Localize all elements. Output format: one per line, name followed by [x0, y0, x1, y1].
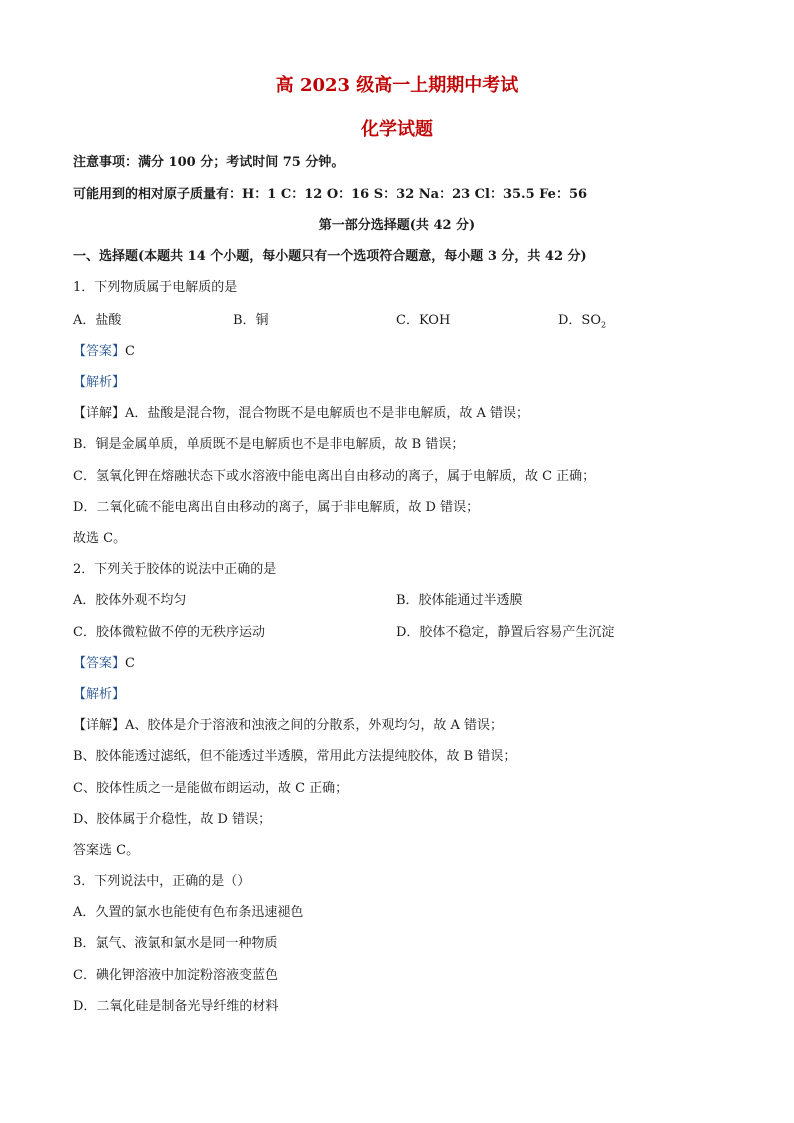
exam-title: 高 2023 级高一上期期中考试: [275, 75, 519, 96]
q2-option-b: B．胶体能通过半透膜: [396, 593, 523, 608]
q2-detail-d: D、胶体属于介稳性，故 D 错误；: [73, 812, 272, 827]
q2-option-a: A．胶体外观不均匀: [73, 593, 187, 608]
q1-option-d-subscript: 2: [601, 320, 607, 330]
q3-option-d: D．二氧化硅是制备光导纤维的材料: [73, 999, 279, 1014]
q1-answer: [73, 340, 135, 359]
q1-detail-d: D．二氧化硫不能电离出自由移动的离子，属于非电解质，故 D 错误；: [73, 500, 480, 515]
q1-stem: 1．下列物质属于电解质的是: [73, 280, 238, 295]
answer-label: 【答案】: [73, 344, 126, 359]
section-heading: 一、选择题(本题共 14 个小题，每小题只有一个选项符合题意，每小题 3 分，共 42 分): [73, 249, 587, 264]
q1-answer-value: C: [125, 344, 135, 359]
part-title: 第一部分选择题(共 42 分): [318, 218, 476, 233]
q2-stem: 2．下列关于胶体的说法中正确的是: [73, 562, 277, 577]
detail-label: 【详解】: [73, 406, 126, 421]
q1-option-b: B．铜: [233, 313, 269, 328]
q2-detail-c: C、胶体性质之一是能做布朗运动，故 C 正确；: [73, 781, 349, 796]
notes-line: 注意事项：满分 100 分；考试时间 75 分钟。: [73, 155, 345, 170]
q1-detail-c: C．氢氧化钾在熔融状态下或水溶液中能电离出自由移动的离子，属于电解质，故 C 正确；: [73, 469, 596, 484]
q2-detail-a: [73, 714, 503, 733]
q3-option-a: A．久置的氯水也能使有色布条迅速褪色: [73, 905, 304, 920]
q3-stem: 3．下列说法中，正确的是（）: [73, 874, 251, 889]
atomic-mass-line: 可能用到的相对原子质量有：H：1 C：12 O：16 S：32 Na：23 Cl：35.5 Fe：56: [73, 187, 588, 202]
q1-detail-a-text: A．盐酸是混合物，混合物既不是电解质也不是非电解质，故 A 错误；: [125, 406, 530, 421]
q1-detail-b: B．铜是金属单质，单质既不是电解质也不是非电解质，故 B 错误；: [73, 437, 465, 452]
q2-answer: [73, 652, 135, 671]
q1-option-d: [558, 309, 606, 330]
q1-detail-a: [73, 402, 529, 421]
q2-conclusion: 答案选 C。: [73, 843, 140, 858]
q1-option-c: C．KOH: [396, 313, 451, 328]
q3-option-b: B．氯气、液氯和氯水是同一种物质: [73, 936, 278, 951]
detail-label: 【详解】: [73, 718, 126, 733]
q1-option-a: A．盐酸: [73, 313, 122, 328]
q2-analysis-label: 【解析】: [73, 687, 126, 702]
answer-label: 【答案】: [73, 656, 126, 671]
subject-title: 化学试题: [361, 119, 433, 140]
q1-conclusion: 故选 C。: [73, 531, 127, 546]
q2-detail-a-text: A、胶体是介于溶液和浊液之间的分散系，外观均匀，故 A 错误；: [125, 718, 504, 733]
q3-option-c: C．碘化钾溶液中加淀粉溶液变蓝色: [73, 968, 278, 983]
q1-analysis-label: 【解析】: [73, 375, 126, 390]
q2-option-d: D．胶体不稳定，静置后容易产生沉淀: [396, 625, 615, 640]
q2-detail-b: B、胶体能透过滤纸，但不能透过半透膜，常用此方法提纯胶体，故 B 错误；: [73, 749, 517, 764]
q2-answer-value: C: [125, 656, 135, 671]
q1-option-d-text: D．SO: [558, 313, 601, 328]
q2-option-c: C．胶体微粒做不停的无秩序运动: [73, 625, 265, 640]
